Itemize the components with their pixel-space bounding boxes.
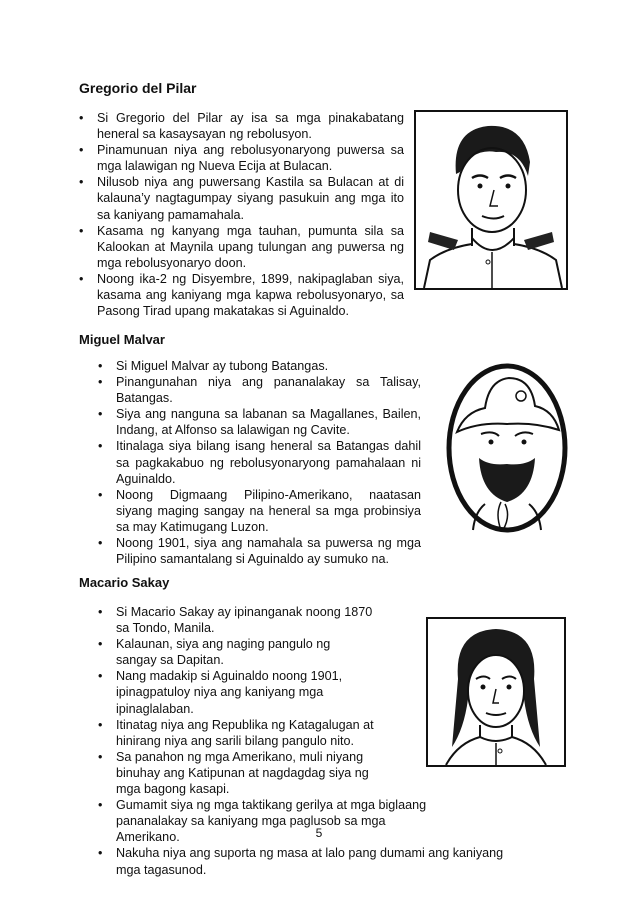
list-item: • Si Gregorio del Pilar ay isa sa mga pinakabatang heneral sa kasaysayan ng rebolusyon. xyxy=(79,110,404,142)
list-item: • Itinalaga siya bilang isang heneral sa Batangas dahil sa pagkakabuo ng rebolusyonaryong pamahalaan ni Aguinaldo. xyxy=(98,438,421,486)
bullet-list-malvar xyxy=(98,358,421,567)
list-item: • Itinatag niya ang Republika ng Katagalugan at hinirang niya ang sarili bilang pangulo nito. xyxy=(98,717,518,749)
portrait-drawing xyxy=(416,112,566,288)
list-item: • Si Macario Sakay ay ipinanganak noong 1870 sa Tondo, Manila. xyxy=(98,604,518,636)
portrait-drawing xyxy=(428,619,564,765)
list-item: • Siya ang nanguna sa labanan sa Magallanes, Bailen, Indang, at Alfonso sa lalawigan ng Cavite. xyxy=(98,406,421,438)
bullet-list-del-pilar xyxy=(79,110,404,319)
list-item: • Nilusob niya ang puwersang Kastila sa Bulacan at di kalauna’y nagtagumpay siyang pasukuin ang mga ito sa kaniyang pamamahala. xyxy=(79,174,404,222)
list-item: • Kasama ng kanyang mga tauhan, pumunta sila sa Kalookan at Maynila upang tulungan ang puwersa ng mga rebolusyonaryo doon. xyxy=(79,223,404,271)
portrait-drawing xyxy=(445,362,569,534)
list-item: • Sa panahon ng mga Amerikano, muli niyang binuhay ang Katipunan at nagdagdag siya ng mga bagong kasapi. xyxy=(98,749,518,797)
list-item: • Nang madakip si Aguinaldo noong 1901, ipinagpatuloy niya ang kaniyang mga ipinaglalaban. xyxy=(98,668,518,716)
list-item: • Gumamit siya ng mga taktikang gerilya at mga biglaang pananalakay sa kaniyang mga paglusob sa mga Amerikano. xyxy=(98,797,518,845)
section-title-malvar: Miguel Malvar xyxy=(79,332,165,347)
list-item: • Pinamunuan niya ang rebolusyonaryong puwersa sa mga lalawigan ng Nueva Ecija at Bulacan. xyxy=(79,142,404,174)
portrait-sakay xyxy=(426,617,566,767)
list-item: • Si Miguel Malvar ay tubong Batangas. xyxy=(98,358,421,374)
section-title-del-pilar: Gregorio del Pilar xyxy=(79,80,197,96)
section-title-sakay: Macario Sakay xyxy=(79,575,170,590)
list-item: • Nakuha niya ang suporta ng masa at lalo pang dumami ang kaniyang mga tagasunod. xyxy=(98,845,518,877)
list-item: • Noong Digmaang Pilipino-Amerikano, naatasan siyang maging sangay na heneral sa mga probinsiya sa may Katimugang Luzon. xyxy=(98,487,421,535)
page-number: 5 xyxy=(315,826,323,840)
list-item: • Noong ika-2 ng Disyembre, 1899, nakipaglaban siya, kasama ang kaniyang mga kapwa rebolusyonaryo, sa Pasong Tirad upang makatakas si Aguinaldo. xyxy=(79,271,404,319)
portrait-del-pilar xyxy=(414,110,568,290)
portrait-malvar xyxy=(445,362,569,534)
list-item: • Pinangunahan niya ang pananalakay sa Talisay, Batangas. xyxy=(98,374,421,406)
list-item: • Noong 1901, siya ang namahala sa puwersa ng mga Pilipino samantalang si Aguinaldo ay sumuko na. xyxy=(98,535,421,567)
list-item: • Kalaunan, siya ang naging pangulo ng sangay sa Dapitan. xyxy=(98,636,518,668)
